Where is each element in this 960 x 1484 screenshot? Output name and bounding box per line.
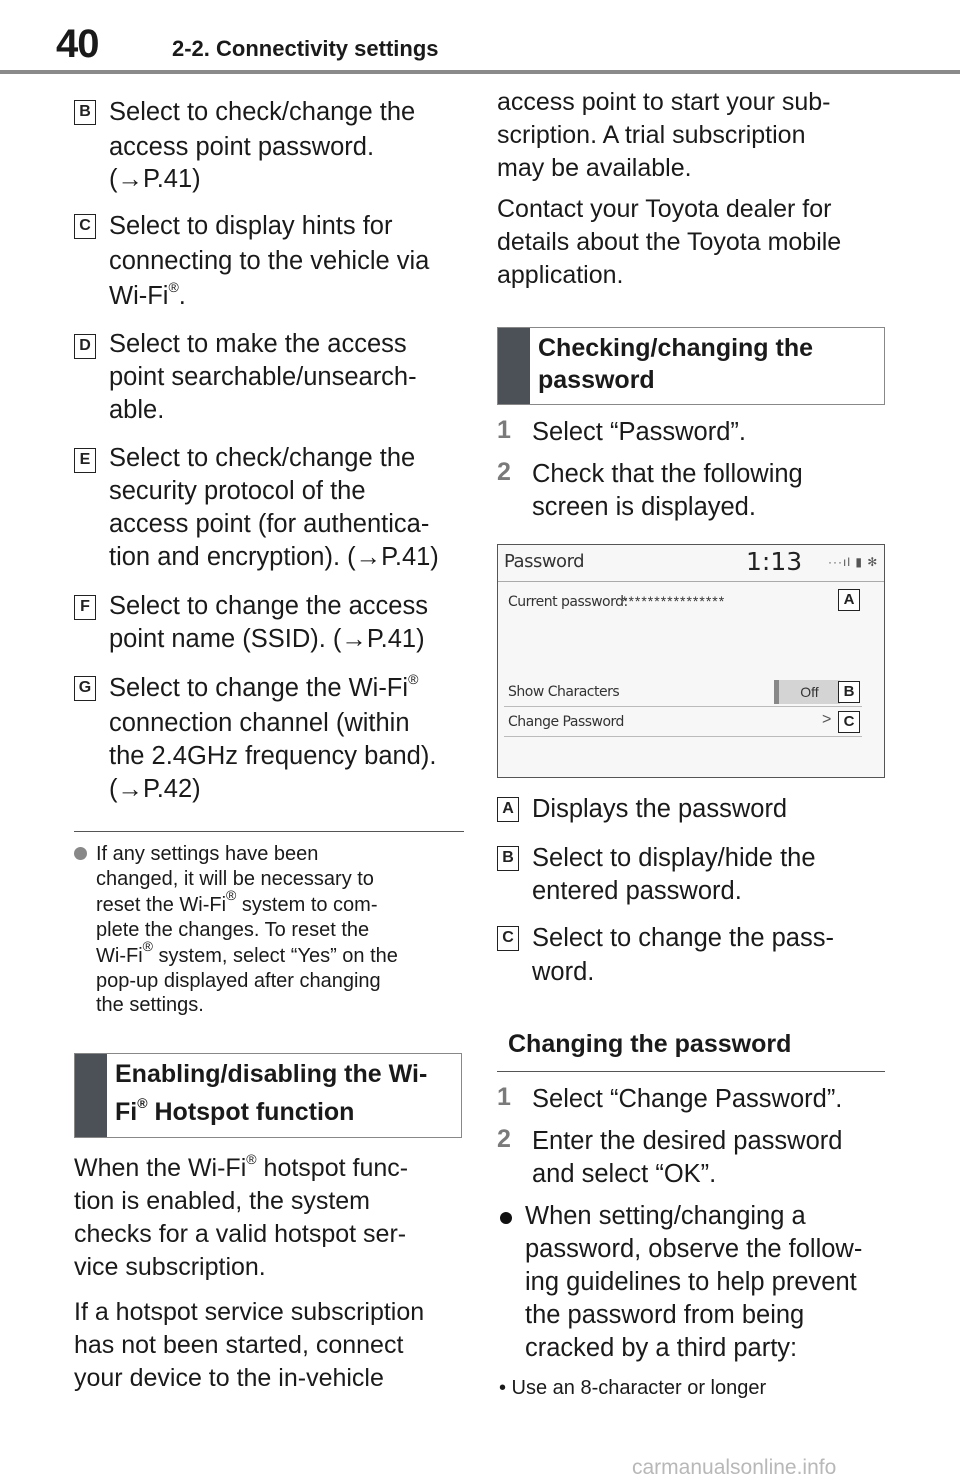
registered-mark: ® bbox=[142, 938, 153, 955]
step-number: 1 bbox=[497, 416, 511, 444]
heading-divider bbox=[497, 1071, 885, 1072]
section-heading-hotspot bbox=[74, 1053, 462, 1138]
text-line: system to com- bbox=[236, 894, 378, 916]
text-line: application. bbox=[497, 261, 624, 289]
text-line: cracked by a third party: bbox=[525, 1334, 798, 1362]
page-reference: (→P.41) bbox=[109, 165, 201, 193]
badge-f: F bbox=[74, 595, 96, 620]
registered-mark: ® bbox=[168, 278, 179, 295]
text-line: reset the Wi-Fi bbox=[96, 894, 227, 916]
text-line: Wi-Fi bbox=[109, 282, 169, 310]
text-line: your device to the in-vehicle bbox=[74, 1364, 384, 1392]
text-line: plete the changes. To reset the bbox=[96, 918, 370, 941]
bullet-text bbox=[525, 1200, 895, 1365]
text-line: Select to check/change the bbox=[109, 98, 416, 126]
text-line: details about the Toyota mobile bbox=[497, 228, 842, 256]
text-line: Contact your Toyota dealer for bbox=[497, 195, 832, 223]
row-label: Show Characters bbox=[508, 684, 620, 700]
text-line: Enter the desired password bbox=[532, 1127, 843, 1155]
show-characters-row bbox=[504, 677, 862, 707]
callout-a: A bbox=[838, 589, 860, 611]
step-number: 2 bbox=[497, 1125, 511, 1153]
password-screen-figure bbox=[497, 544, 885, 778]
paragraph-subscription-cont bbox=[497, 86, 889, 185]
sub-bullet-text: • Use an 8-character or longer bbox=[499, 1377, 767, 1399]
text-line: Select to display/hide the bbox=[532, 844, 816, 872]
heading-accent-bar bbox=[75, 1054, 107, 1137]
item-text bbox=[109, 210, 469, 313]
text-line: Select to change the Wi-Fi bbox=[109, 674, 409, 702]
badge-c: C bbox=[497, 926, 519, 951]
text-line: Check that the following bbox=[532, 460, 803, 488]
header-divider bbox=[0, 70, 960, 74]
badge-g: G bbox=[74, 676, 96, 701]
heading-line: Enabling/disabling the Wi- bbox=[115, 1060, 428, 1088]
text-line: Select to change the pass- bbox=[532, 924, 834, 952]
masked-password: **************** bbox=[622, 593, 726, 609]
text-line: connecting to the vehicle via bbox=[109, 247, 430, 275]
status-icons: ···ıl ▮ ✻ bbox=[828, 555, 879, 569]
text-line: access point password. bbox=[109, 133, 375, 161]
legend-text bbox=[532, 922, 892, 989]
section-title: 2-2. Connectivity settings bbox=[172, 36, 439, 61]
callout-c: C bbox=[838, 711, 860, 733]
registered-mark: ® bbox=[137, 1094, 148, 1111]
bullet-icon bbox=[500, 1212, 512, 1224]
step-text bbox=[532, 458, 892, 524]
text-line: connection channel (within bbox=[109, 709, 410, 737]
text-line: the settings. bbox=[96, 994, 204, 1016]
section-heading-change-password: Changing the password bbox=[508, 1030, 792, 1058]
text-line: has not been started, connect bbox=[74, 1331, 404, 1359]
section-heading-password bbox=[497, 327, 885, 405]
badge-c: C bbox=[74, 214, 96, 239]
screen-clock: 1:13 bbox=[746, 547, 803, 576]
item-text bbox=[109, 590, 469, 656]
text-line: Select to make the access bbox=[109, 330, 407, 358]
text-line: ing guidelines to help prevent bbox=[525, 1268, 857, 1296]
text-line: Wi-Fi bbox=[96, 945, 143, 967]
badge-d: D bbox=[74, 334, 96, 359]
paragraph-subscription bbox=[74, 1296, 466, 1395]
text-line: Select to display hints for bbox=[109, 212, 393, 240]
heading-line: Fi bbox=[115, 1098, 138, 1126]
note-text bbox=[96, 842, 466, 1018]
text-line: If any settings have been bbox=[96, 843, 319, 865]
step-number: 1 bbox=[497, 1083, 511, 1111]
text-line: entered password. bbox=[532, 877, 742, 905]
change-password-row bbox=[504, 707, 862, 737]
text-line: checks for a valid hotspot ser- bbox=[74, 1220, 407, 1248]
badge-e: E bbox=[74, 448, 96, 473]
text-line: hotspot func- bbox=[256, 1154, 409, 1182]
screen-title: Password bbox=[504, 551, 585, 572]
text-line: password, observe the follow- bbox=[525, 1235, 863, 1263]
row-label: Current password: bbox=[508, 594, 628, 610]
text-line: tion is enabled, the system bbox=[74, 1187, 370, 1215]
text-line: word. bbox=[532, 958, 595, 986]
registered-mark: ® bbox=[246, 1150, 257, 1167]
text-line: When setting/changing a bbox=[525, 1202, 806, 1230]
heading-line: Checking/changing the bbox=[538, 334, 814, 362]
text-line: may be available. bbox=[497, 154, 692, 182]
note-bullet-icon bbox=[74, 847, 87, 860]
text-line: security protocol of the bbox=[109, 477, 366, 505]
text-line: system, select “Yes” on the bbox=[152, 945, 398, 967]
item-text bbox=[109, 672, 469, 806]
text-line: point name (SSID). (→P.41) bbox=[109, 625, 425, 653]
text-line: scription. A trial subscription bbox=[497, 121, 806, 149]
item-text bbox=[109, 442, 469, 574]
legend-text: Displays the password bbox=[532, 795, 788, 823]
text-line: changed, it will be necessary to bbox=[96, 867, 374, 890]
text-line: Select to change the access bbox=[109, 592, 428, 620]
page-number: 40 bbox=[56, 22, 99, 66]
text-line: If a hotspot service subscription bbox=[74, 1298, 425, 1326]
text-line: tion and encryption). (→P.41) bbox=[109, 543, 439, 571]
item-text bbox=[109, 96, 469, 196]
note-divider bbox=[74, 831, 464, 832]
text-line: Select to check/change the bbox=[109, 444, 416, 472]
screen-divider bbox=[498, 581, 885, 582]
heading-line: Hotspot function bbox=[147, 1098, 355, 1126]
text-line: vice subscription. bbox=[74, 1253, 266, 1281]
badge-b: B bbox=[74, 100, 96, 125]
badge-a: A bbox=[497, 797, 519, 822]
item-text bbox=[109, 328, 469, 427]
text-line: able. bbox=[109, 396, 165, 424]
step-text: Select “Change Password”. bbox=[532, 1085, 843, 1113]
text-line: the password from being bbox=[525, 1301, 805, 1329]
text-line: screen is displayed. bbox=[532, 493, 756, 521]
step-number: 2 bbox=[497, 458, 511, 486]
current-password-row bbox=[504, 587, 862, 617]
text-line: . bbox=[178, 282, 186, 310]
text-line: access point to start your sub- bbox=[497, 88, 831, 116]
badge-b: B bbox=[497, 846, 519, 871]
paragraph-dealer bbox=[497, 193, 889, 292]
text-line: the 2.4GHz frequency band). bbox=[109, 742, 437, 770]
text-line: pop-up displayed after changing bbox=[96, 969, 381, 992]
registered-mark: ® bbox=[408, 670, 419, 687]
legend-text bbox=[532, 842, 892, 908]
text-line: point searchable/unsearch- bbox=[109, 363, 417, 391]
text-line: and select “OK”. bbox=[532, 1160, 717, 1188]
callout-b: B bbox=[838, 681, 860, 703]
chevron-right-icon: > bbox=[822, 711, 832, 728]
text-line: access point (for authentica- bbox=[109, 510, 430, 538]
registered-mark: ® bbox=[226, 887, 237, 904]
step-text: Select “Password”. bbox=[532, 418, 746, 446]
watermark: carmanualsonline.info bbox=[632, 1456, 837, 1479]
page-reference: (→P.42) bbox=[109, 775, 201, 803]
text-line: When the Wi-Fi bbox=[74, 1154, 247, 1182]
heading-accent-bar bbox=[498, 328, 530, 404]
row-label: Change Password bbox=[508, 714, 624, 730]
step-text bbox=[532, 1125, 892, 1191]
page-header bbox=[0, 0, 960, 76]
off-toggle: Off bbox=[774, 680, 840, 704]
heading-line: password bbox=[538, 366, 655, 394]
paragraph-hotspot-check bbox=[74, 1152, 466, 1284]
